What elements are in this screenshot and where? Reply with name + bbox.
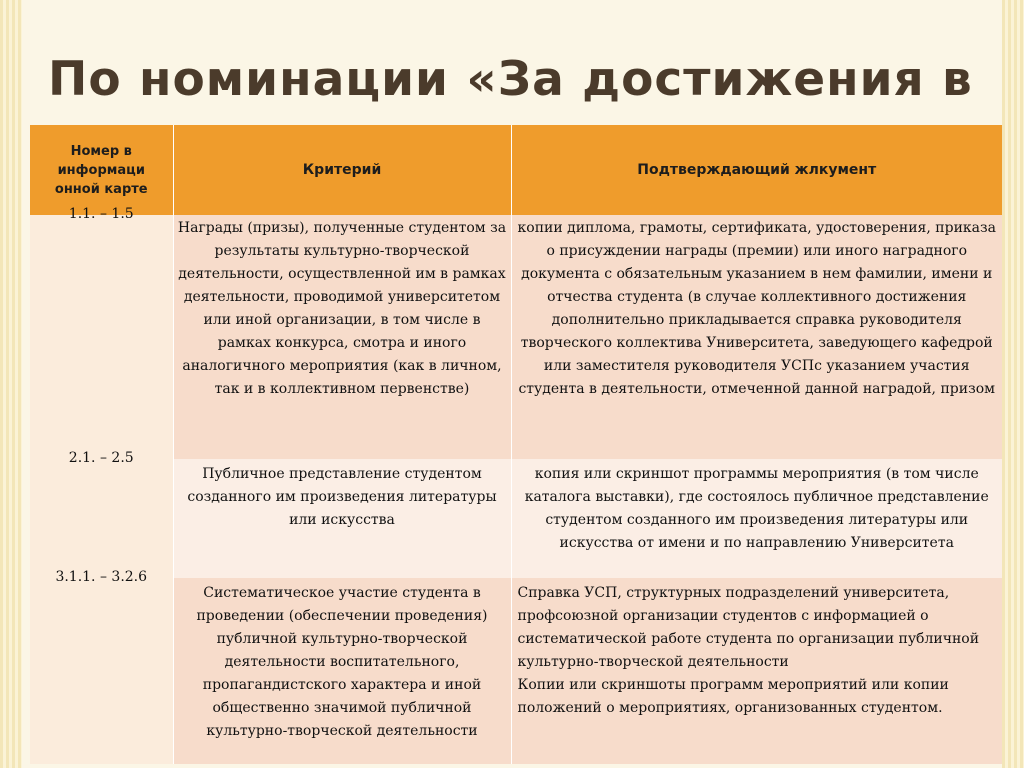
row-number-cell [30, 206, 173, 459]
document-line: Справка УСП, структурных подразделений университета, профсоюзной организации студентов с информацией о систематической работе студента по организации публичной культурно-творческой деятельности [517, 585, 980, 670]
row-number-cell [30, 450, 173, 578]
row-number: 3.1.1. – 3.2.6 [55, 569, 148, 585]
criterion-cell: Публичное представление студентом созданного им произведения литературы или искусства [173, 459, 511, 578]
document-cell: копии диплома, грамоты, сертификата, удостоверения, приказа о присуждении награды (премии) или иного наградного документа с обязательным указанием в нем фамилии, имени и отчества студента (в случае коллективного достижения дополнительно прикладывается справка руководителя творческого коллектива Университета, заведующего кафедрой или заместителя руководителя УСПс указанием участия студента в деятельности, отмеченной данной наградой, призом [511, 215, 1002, 459]
header-document: Подтверждающий жлкумент [511, 125, 1002, 215]
row-number-cell [30, 569, 173, 764]
header-criterion: Критерий [173, 125, 511, 215]
document-cell: копия или скриншот программы мероприятия (в том числе каталога выставки), где состоялось публичное представление студентом созданного им произведения литературы или искусства от имени и по направлению Университета [511, 459, 1002, 578]
document-line: Копии или скриншоты программ мероприятий или копии положений о мероприятиях, организованных студентом. [517, 677, 949, 716]
criterion-cell: Систематическое участие студента в проведении (обеспечении проведения) публичной культурно-творческой деятельности воспитательного, пропагандистского характера и иной общественно значимой публичной культурно-творческой деятельности [173, 578, 511, 764]
criteria-table [30, 125, 1002, 764]
criterion-cell: Награды (призы), полученные студентом за результаты культурно-творческой деятельности, осуществленной им в рамках деятельности, проводимой университетом или иной организации, в том числе в рамках конкурса, смотра и иного аналогичного мероприятия (как в личном, так и в коллективном первенстве) [173, 215, 511, 459]
table-header-row [30, 125, 1002, 215]
right-decorative-border [1002, 0, 1024, 768]
document-cell [511, 578, 1002, 764]
row-number: 2.1. – 2.5 [68, 450, 134, 466]
table-row [30, 459, 1002, 578]
row-number: 1.1. – 1.5 [68, 206, 134, 222]
left-decorative-border [0, 0, 22, 768]
table-row [30, 215, 1002, 459]
header-number: Номер в информаци онной карте [30, 125, 173, 215]
slide-title: По номинации «За достижения в [48, 52, 973, 107]
table-row [30, 578, 1002, 764]
